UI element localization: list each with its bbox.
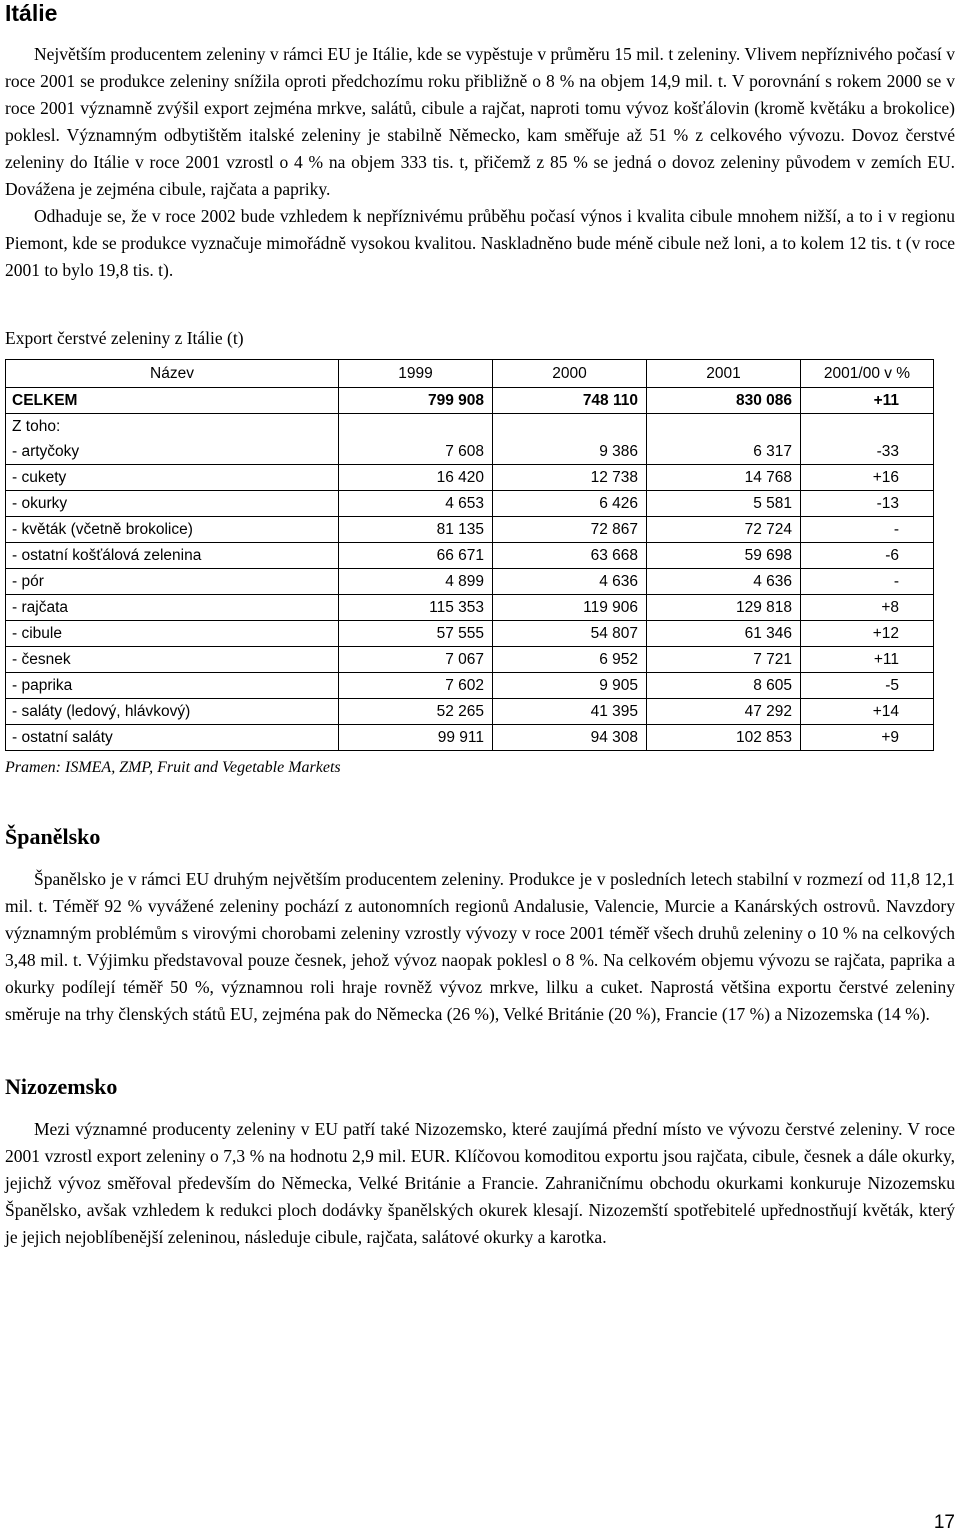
row-1999: 57 555 xyxy=(339,621,493,647)
table-row xyxy=(6,595,934,621)
table-row xyxy=(6,569,934,595)
row-2000: 72 867 xyxy=(493,517,647,543)
row-change: +16 xyxy=(801,465,934,491)
spain-paragraph: Španělsko je v rámci EU druhým největším producentem zeleniny. Produkce je v posledních letech stabilní v rozmezí od 11,8 12,1 mil. t. Téměř 92 % vyvážené zeleniny pochází z autonomních regionů Andalusie, Valencie, Murcie a Kanárských ostrovů. Navzdory významným problémům s virovými chorobami zeleniny vzrostly vývozy v roce 2001 téměř všech druhů zeleniny o 10 % na celkových 3,48 mil. t. Výjimku představoval pouze česnek, jehož vývoz naopak poklesl o 8 %. Na celkovém objemu vývozu se rajčata, paprika a okurky podílejí téměř 50 %, významnou roli hraje rovněž vývoz mrkve, lilku a cuket. Naprostá většina exportu čerstvé zeleniny směruje na trhy členských států EU, zejména pak do Německa (26 %), Velké Británie (20 %), Francie (17 %) a Nizozemska (14 %). xyxy=(5,869,955,1024)
row-2000: 6 426 xyxy=(493,491,647,517)
row-change: -33 xyxy=(801,414,934,465)
row-1999: 81 135 xyxy=(339,517,493,543)
netherlands-heading: Nizozemsko xyxy=(5,1074,118,1099)
row-2001: 59 698 xyxy=(647,543,801,569)
row-change: +11 xyxy=(801,388,934,414)
row-change: +12 xyxy=(801,621,934,647)
table-header-row xyxy=(6,360,934,388)
row-2000: 54 807 xyxy=(493,621,647,647)
row-2001: 8 605 xyxy=(647,673,801,699)
row-2001: 5 581 xyxy=(647,491,801,517)
row-name: CELKEM xyxy=(6,388,339,414)
row-name: - cibule xyxy=(6,621,339,647)
table-row xyxy=(6,621,934,647)
export-table xyxy=(5,359,934,751)
row-2001: 14 768 xyxy=(647,465,801,491)
row-change: -5 xyxy=(801,673,934,699)
table-row xyxy=(6,543,934,569)
row-name: - pór xyxy=(6,569,339,595)
row-name: - paprika xyxy=(6,673,339,699)
row-2001: 4 636 xyxy=(647,569,801,595)
table-row xyxy=(6,517,934,543)
row-1999: 4 653 xyxy=(339,491,493,517)
row-1999: 7 067 xyxy=(339,647,493,673)
row-2001: 61 346 xyxy=(647,621,801,647)
row-1999: 115 353 xyxy=(339,595,493,621)
row-2000: 748 110 xyxy=(493,388,647,414)
row-1999: 66 671 xyxy=(339,543,493,569)
row-2000: 4 636 xyxy=(493,569,647,595)
table-row xyxy=(6,673,934,699)
row-name: - okurky xyxy=(6,491,339,517)
row-name: - artyčoky xyxy=(12,443,80,460)
row-1999: 7 602 xyxy=(339,673,493,699)
table-row xyxy=(6,647,934,673)
table-row xyxy=(6,491,934,517)
page-number: 17 xyxy=(933,1512,955,1533)
row-name: - saláty (ledový, hlávkový) xyxy=(6,699,339,725)
row-name: - rajčata xyxy=(6,595,339,621)
table-row xyxy=(6,414,934,465)
row-2000: 94 308 xyxy=(493,725,647,751)
netherlands-paragraph: Mezi významné producenty zeleniny v EU patří také Nizozemsko, které zaujímá přední místo ve vývozu čerstvé zeleniny. V roce 2001 vzrostl export zeleniny o 7,3 % na hodnotu 2,9 mil. EUR. Klíčovou komoditou exportu jsou rajčata, cibule, česnek a dále okurky, jejichž vývoz směřoval především do Německa, Velké Británie a Francie. Zahraničnímu obchodu okurkami konkuruje Nizozemsku Španělsko, avšak vzhledem k redukci ploch dodávky španělských okurek klesají. Nizozemští spotřebitelé upřednostňují květák, který je jejich nejoblíbenější zeleninou, následuje cibule, rajčata, salátové okurky a karotka. xyxy=(5,1119,955,1247)
table-row-total xyxy=(6,388,934,414)
table-row xyxy=(6,699,934,725)
row-1999: 7 608 xyxy=(339,414,493,465)
header-name: Název xyxy=(6,360,339,388)
row-2001: 72 724 xyxy=(647,517,801,543)
table-caption: Export čerstvé zeleniny z Itálie (t) xyxy=(5,328,244,348)
row-name: - květák (včetně brokolice) xyxy=(6,517,339,543)
subheader-label: Z toho: xyxy=(12,418,61,435)
row-change: +9 xyxy=(801,725,934,751)
row-2000: 12 738 xyxy=(493,465,647,491)
row-change: +14 xyxy=(801,699,934,725)
row-1999: 52 265 xyxy=(339,699,493,725)
row-1999: 4 899 xyxy=(339,569,493,595)
row-2000: 63 668 xyxy=(493,543,647,569)
italy-heading: Itálie xyxy=(5,0,58,26)
row-2000: 6 952 xyxy=(493,647,647,673)
row-change: - xyxy=(801,569,934,595)
row-2000: 9 905 xyxy=(493,673,647,699)
row-2001: 830 086 xyxy=(647,388,801,414)
italy-paragraph-1: Největším producentem zeleniny v rámci EU je Itálie, kde se vypěstuje v průměru 15 mil. t zeleniny. Vlivem nepříznivého počasí v roce 2001 se produkce zeleniny snížila oproti předchozímu roku přibližně o 8 % na objem 14,9 mil. t. V porovnání s rokem 2000 se v roce 2001 významně zvýšil export zejména mrkve, salátů, cibule a rajčat, naproti tomu vývoz košťálovin (kromě květáku a brokolice) poklesl. Významným odbytištěm italské zeleniny je stabilně Německo, kam směřuje až 51 % z celkového vývozu. Dovoz čerstvé zeleniny do Itálie v roce 2001 vzrostl o 4 % na objem 333 tis. t, přičemž z 85 % se jedná o dovoz zeleniny původem v zemích EU. Dovážena je zejména cibule, rajčata a papriky. xyxy=(5,44,955,199)
row-1999: 799 908 xyxy=(339,388,493,414)
header-change: 2001/00 v % xyxy=(801,360,934,388)
row-2001: 6 317 xyxy=(647,414,801,465)
row-1999: 99 911 xyxy=(339,725,493,751)
row-change: +8 xyxy=(801,595,934,621)
table-source: Pramen: ISMEA, ZMP, Fruit and Vegetable Markets xyxy=(5,759,341,776)
row-name: - cukety xyxy=(6,465,339,491)
spain-heading: Španělsko xyxy=(5,824,101,849)
row-change: -6 xyxy=(801,543,934,569)
italy-paragraph-2: Odhaduje se, že v roce 2002 bude vzhledem k nepříznivému průběhu počasí výnos i kvalita cibule mnohem nižší, a to i v regionu Piemont, kde se produkce vyznačuje mimořádně vysokou kvalitou. Naskladněno bude méně cibule než loni, a to kolem 12 tis. t (v roce 2001 to bylo 19,8 tis. t). xyxy=(5,206,955,280)
document-page xyxy=(5,0,955,1251)
row-2000: 41 395 xyxy=(493,699,647,725)
table-row xyxy=(6,465,934,491)
row-name: - česnek xyxy=(6,647,339,673)
header-2001: 2001 xyxy=(647,360,801,388)
row-2001: 129 818 xyxy=(647,595,801,621)
row-change: +11 xyxy=(801,647,934,673)
row-2000: 119 906 xyxy=(493,595,647,621)
table-row xyxy=(6,725,934,751)
row-1999: 16 420 xyxy=(339,465,493,491)
header-1999: 1999 xyxy=(339,360,493,388)
row-change: - xyxy=(801,517,934,543)
row-name: - ostatní košťálová zelenina xyxy=(6,543,339,569)
row-change: -13 xyxy=(801,491,934,517)
header-2000: 2000 xyxy=(493,360,647,388)
row-name: - ostatní saláty xyxy=(6,725,339,751)
row-2001: 47 292 xyxy=(647,699,801,725)
row-2001: 102 853 xyxy=(647,725,801,751)
row-2000: 9 386 xyxy=(493,414,647,465)
row-2001: 7 721 xyxy=(647,647,801,673)
